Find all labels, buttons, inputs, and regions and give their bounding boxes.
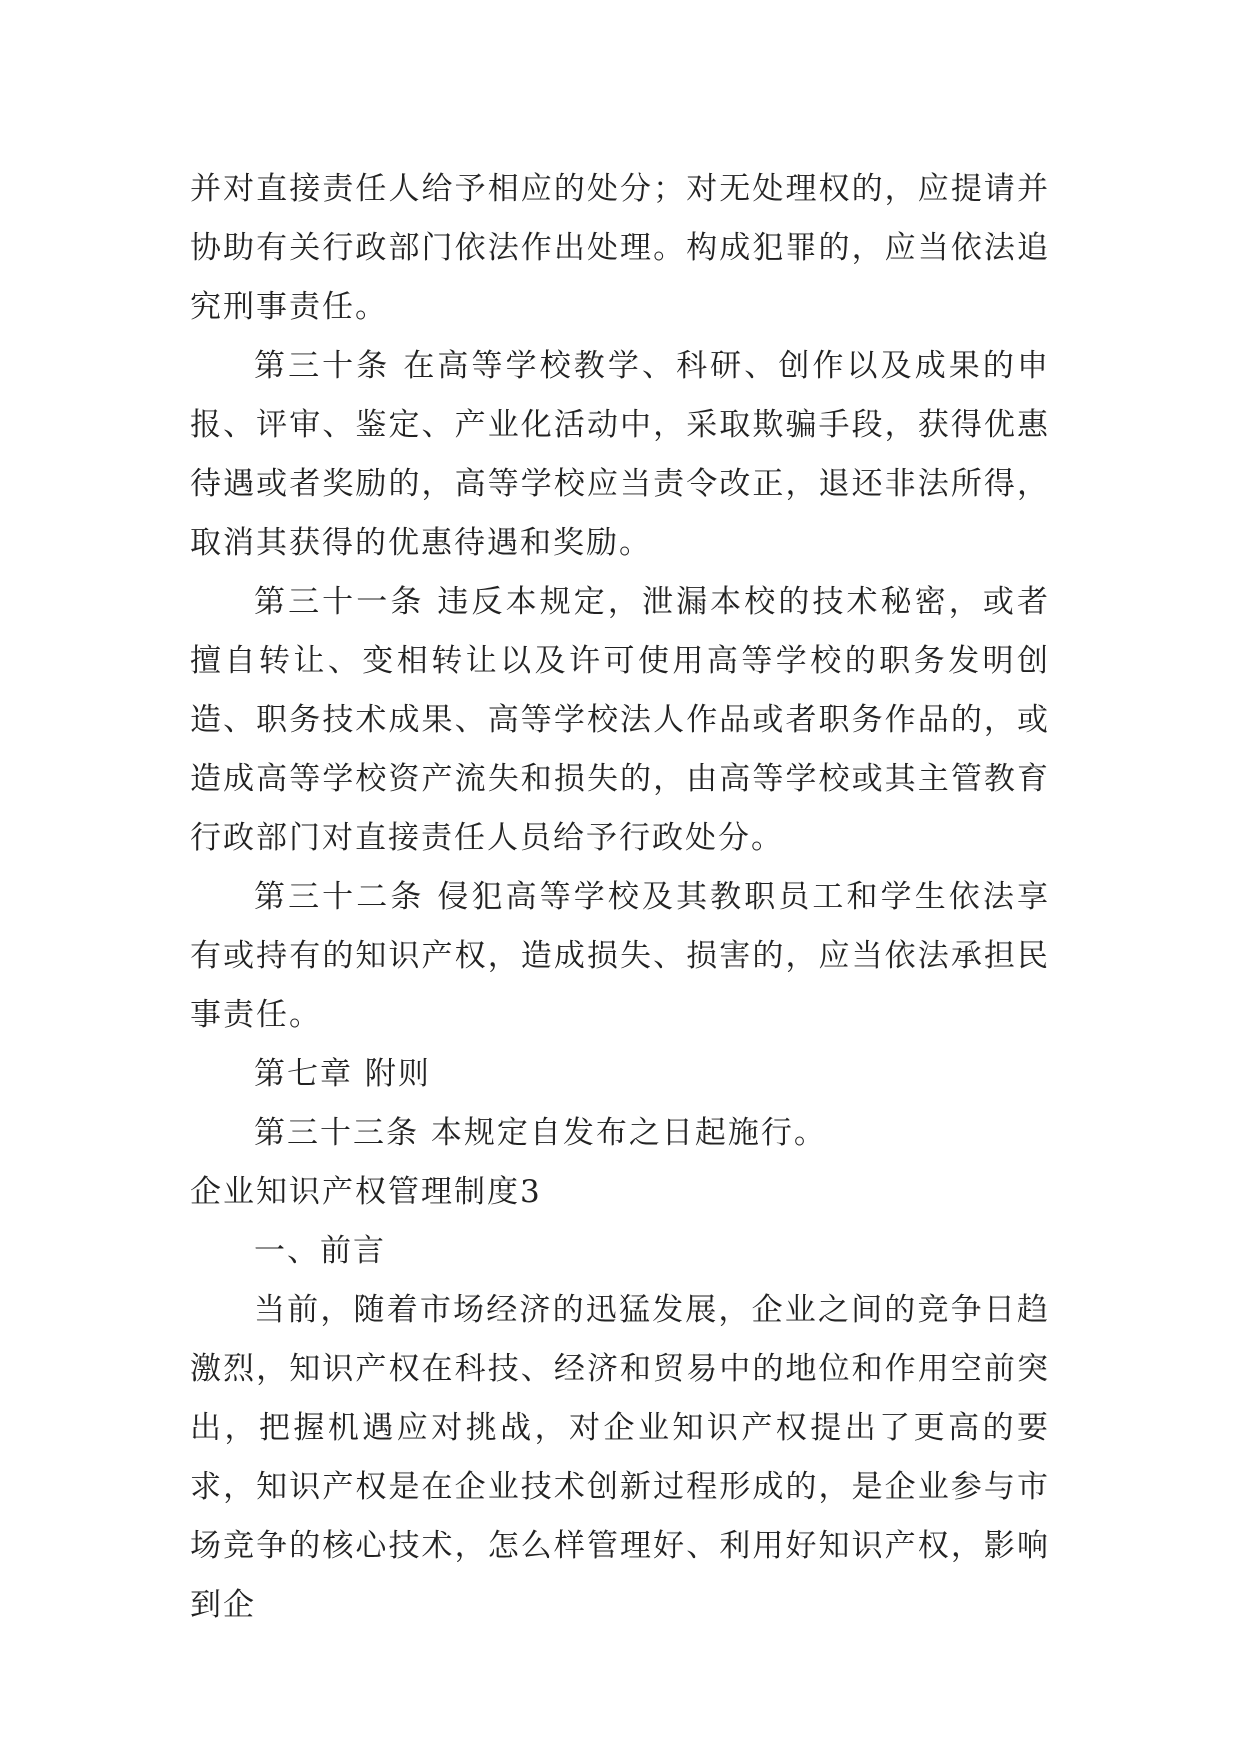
chapter-7-heading: 第七章 附则: [254, 1056, 431, 1092]
article-33: 第三十三条 本规定自发布之日起施行。: [254, 1115, 827, 1151]
article-30: 第三十条 在高等学校教学、科研、创作以及成果的申报、评审、鉴定、产业化活动中，采取欺骗手段，获得优惠待遇或者奖励的，高等学校应当责令改正，退还非法所得，取消其获得的优惠待遇和奖励。: [190, 348, 1050, 561]
preface-heading: 一、前言: [254, 1233, 386, 1269]
article-32: 第三十二条 侵犯高等学校及其教职员工和学生依法享有或持有的知识产权，造成损失、损害的，应当依法承担民事责任。: [190, 879, 1050, 1033]
article-31: 第三十一条 违反本规定，泄漏本校的技术秘密，或者擅自转让、变相转让以及许可使用高等学校的职务发明创造、职务技术成果、高等学校法人作品或者职务作品的，或造成高等学校资产流失和损失的，由高等学校或其主管教育行政部门对直接责任人员给予行政处分。: [190, 584, 1050, 856]
document-body: [190, 160, 1050, 1635]
section-title: 企业知识产权管理制度3: [190, 1174, 542, 1210]
paragraph-continuation: 并对直接责任人给予相应的处分；对无处理权的，应提请并协助有关行政部门依法作出处理。构成犯罪的，应当依法追究刑事责任。: [190, 171, 1050, 325]
preface-paragraph: 当前，随着市场经济的迅猛发展，企业之间的竞争日趋激烈，知识产权在科技、经济和贸易中的地位和作用空前突出，把握机遇应对挑战，对企业知识产权提出了更高的要求，知识产权是在企业技术创新过程形成的，是企业参与市场竞争的核心技术，怎么样管理好、利用好知识产权，影响到企: [190, 1292, 1050, 1623]
